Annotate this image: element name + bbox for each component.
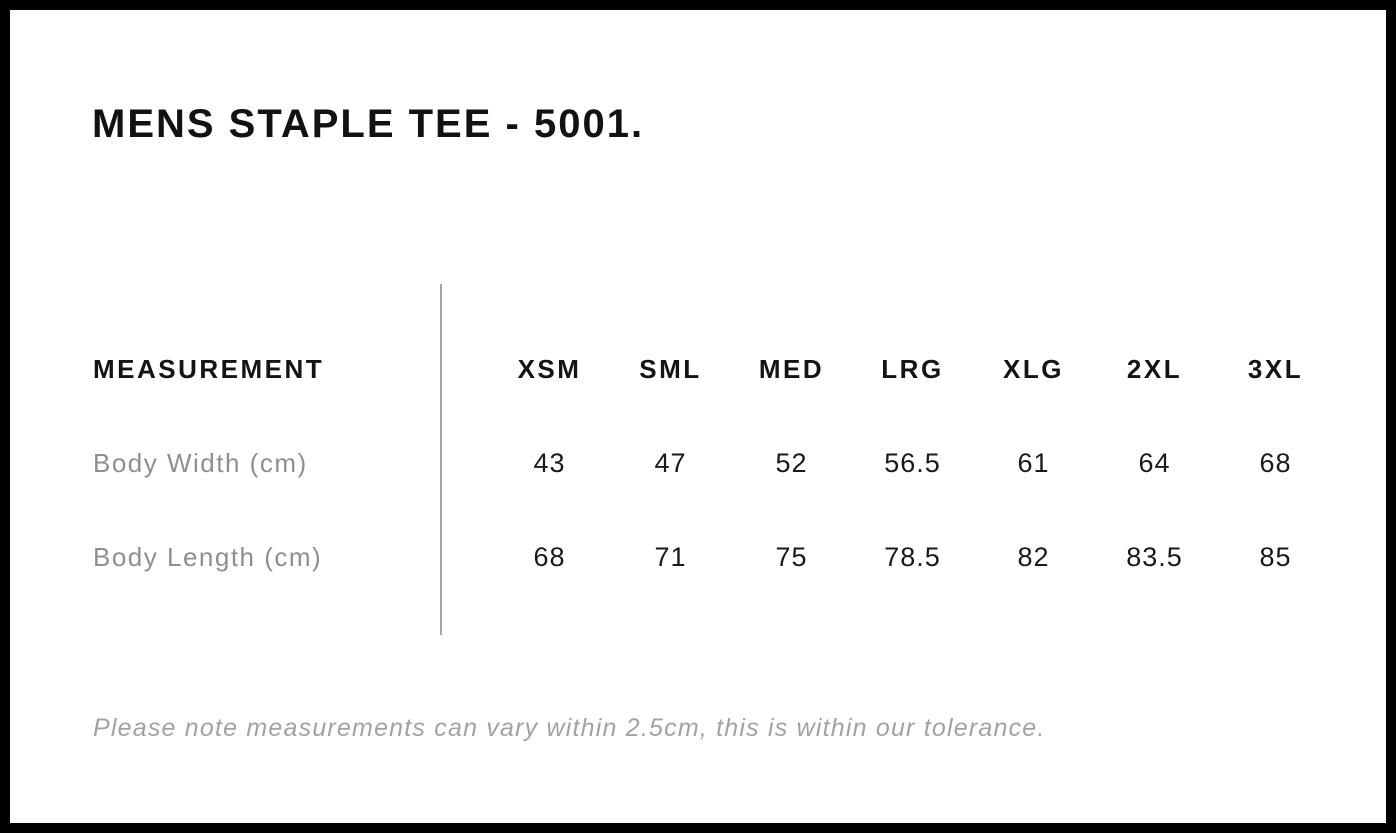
body-width-sml: 47 <box>654 447 687 478</box>
size-header-3xl: 3XL <box>1247 353 1304 384</box>
body-length-lrg: 78.5 <box>884 541 941 572</box>
body-width-3xl: 68 <box>1259 447 1292 478</box>
size-header-lrg: LRG <box>881 353 944 384</box>
size-header-xsm: XSM <box>517 353 582 384</box>
size-header-xlg: XLG <box>1003 353 1064 384</box>
body-width-xsm: 43 <box>533 447 566 478</box>
body-length-xsm: 68 <box>533 541 566 572</box>
size-header-med: MED <box>758 353 825 384</box>
body-width-xlg: 61 <box>1017 447 1050 478</box>
body-length-sml: 71 <box>654 541 687 572</box>
tolerance-note: Please note measurements can vary within 2.5cm, this is within our tolerance. <box>93 714 1046 742</box>
body-length-xlg: 82 <box>1017 541 1050 572</box>
measurement-column-header: MEASUREMENT <box>93 353 325 384</box>
body-width-med: 52 <box>775 447 808 478</box>
size-header-2xl: 2XL <box>1126 353 1183 384</box>
row-label-body-length: Body Length (cm) <box>93 541 323 572</box>
body-width-lrg: 56.5 <box>884 447 941 478</box>
body-length-med: 75 <box>775 541 808 572</box>
page-title: MENS STAPLE TEE - 5001. <box>92 102 645 146</box>
body-width-2xl: 64 <box>1138 447 1171 478</box>
body-length-2xl: 83.5 <box>1126 541 1183 572</box>
size-header-sml: SML <box>639 353 702 384</box>
body-length-3xl: 85 <box>1259 541 1292 572</box>
size-chart-table <box>93 322 1336 604</box>
row-label-body-width: Body Width (cm) <box>93 447 308 478</box>
